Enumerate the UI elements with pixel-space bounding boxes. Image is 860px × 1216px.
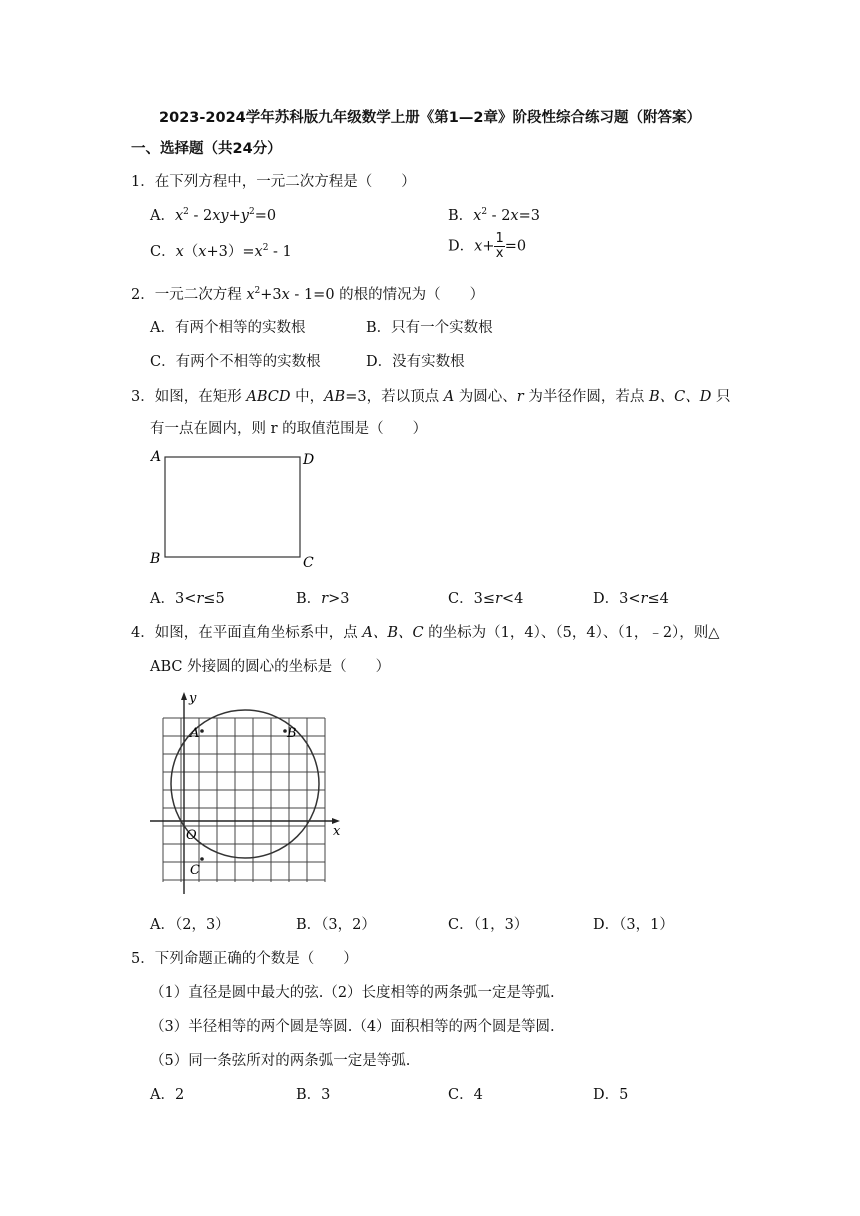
question-2-option-a[interactable]: A．有两个相等的实数根 <box>150 320 306 336</box>
question-5-option-d[interactable]: D．5 <box>593 1087 629 1103</box>
question-4-stem-line-1: 4．如图，在平面直角坐标系中，点 A、B、C 的坐标为（1，4）、（5，4）、（1，﹣2），则△ <box>131 625 720 641</box>
point-c <box>200 857 204 861</box>
question-3-option-b[interactable]: B．r>3 <box>296 591 350 607</box>
point-b-label: B <box>287 726 297 741</box>
question-1-option-c[interactable]: C．$x(x+3)=x^2 - 1$ <box>150 243 292 260</box>
fraction-one-over-x: $\frac{1}{x}$ <box>495 231 504 261</box>
question-1-stem: 1．在下列方程中，一元二次方程是（ ） <box>131 174 416 190</box>
question-3-stem-line-1: 3．如图，在矩形 ABCD 中，AB=3，若以顶点 A 为圆心、r 为半径作圆，若点 B、C、D 只 <box>131 389 731 405</box>
question-4-option-b[interactable]: B．（3，2） <box>296 917 376 933</box>
section-heading: 一、选择题（共24分） <box>131 141 282 157</box>
question-1-option-b[interactable]: B．$x^2 - 2x=3$ <box>448 207 540 224</box>
figure-label-c: C <box>303 555 314 571</box>
question-5-statement-5: （5）同一条弦所对的两条弧一定是等弧. <box>150 1053 411 1069</box>
question-2-stem: 2．一元二次方程 $x^2+3x - 1=0$ 的根的情况为（ ） <box>131 286 485 303</box>
question-1-option-d[interactable]: D．x+ $\frac{1}{x}$ =0 <box>448 231 527 261</box>
point-a <box>200 729 204 733</box>
point-c-label: C <box>190 863 200 878</box>
y-axis-arrow-icon <box>181 692 187 700</box>
question-3-option-c[interactable]: C．3≤r<4 <box>448 591 524 607</box>
origin-label: O <box>186 828 197 843</box>
axis-label-x: x <box>333 824 341 839</box>
figure-label-d: D <box>303 452 315 468</box>
question-4-option-a[interactable]: A．（2，3） <box>150 917 230 933</box>
rectangle-abcd <box>165 457 300 557</box>
question-4-option-d[interactable]: D．（3，1） <box>593 917 674 933</box>
point-a-label: A <box>190 726 200 741</box>
question-3-option-a[interactable]: A．3<r≤5 <box>150 591 225 607</box>
question-5-option-c[interactable]: C．4 <box>448 1087 483 1103</box>
question-2-option-d[interactable]: D．没有实数根 <box>366 354 465 370</box>
question-5-statement-1-2: （1）直径是圆中最大的弦.（2）长度相等的两条弧一定是等弧. <box>150 985 555 1001</box>
question-4-stem-line-2: ABC 外接圆的圆心的坐标是（ ） <box>150 659 391 675</box>
question-4-option-c[interactable]: C．（1，3） <box>448 917 529 933</box>
figure-label-b: B <box>150 551 161 567</box>
figure-label-a: A <box>151 449 162 465</box>
question-3-stem-line-2: 有一点在圆内，则 r 的取值范围是（ ） <box>150 421 428 437</box>
question-5-stem: 5．下列命题正确的个数是（ ） <box>131 951 358 967</box>
question-1-option-a[interactable]: A．$x^2 - 2xy+y^2=0$ <box>150 207 277 224</box>
question-5-option-b[interactable]: B．3 <box>296 1087 331 1103</box>
axis-label-y: y <box>189 691 197 706</box>
question-2-option-c[interactable]: C．有两个不相等的实数根 <box>150 354 321 370</box>
rectangle-abcd-figure <box>145 446 325 572</box>
question-5-option-a[interactable]: A．2 <box>150 1087 185 1103</box>
coordinate-grid-figure <box>150 688 350 894</box>
question-5-statement-3-4: （3）半径相等的两个圆是等圆.（4）面积相等的两个圆是等圆. <box>150 1019 555 1035</box>
question-3-option-d[interactable]: D．3<r≤4 <box>593 591 669 607</box>
question-2-option-b[interactable]: B．只有一个实数根 <box>366 320 493 336</box>
page-title: 2023-2024学年苏科版九年级数学上册《第1—2章》阶段性综合练习题（附答案） <box>159 110 701 126</box>
